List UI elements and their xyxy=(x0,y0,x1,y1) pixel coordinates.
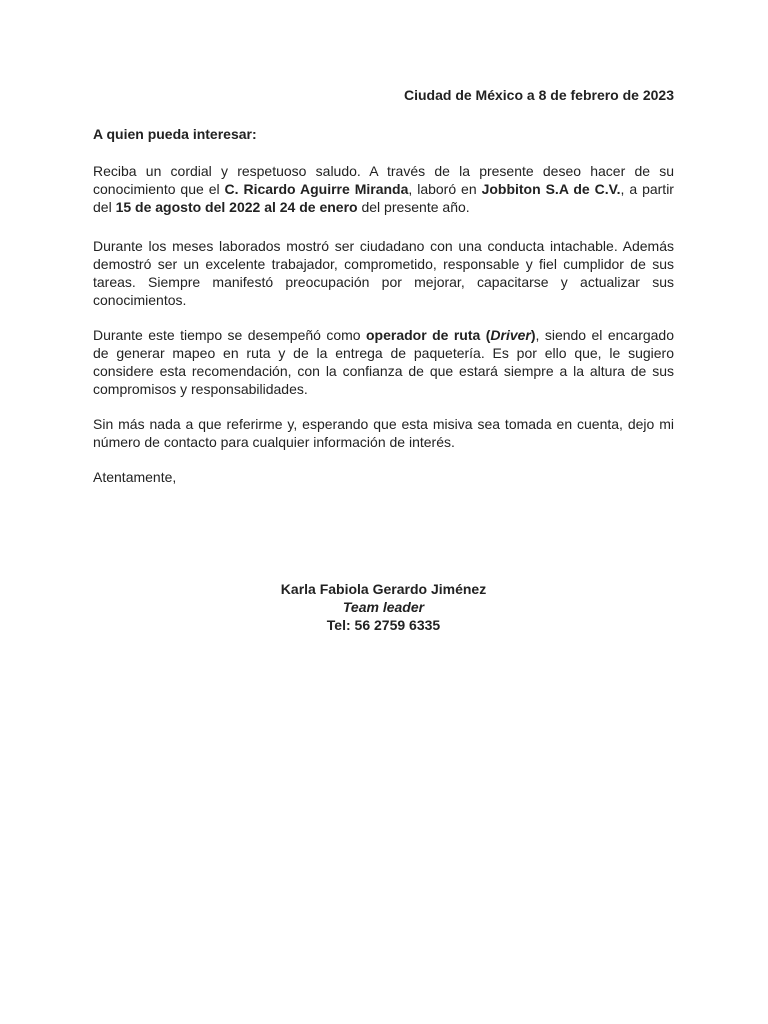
paragraph-intro xyxy=(93,162,674,216)
paragraph-conduct: Durante los meses laborados mostró ser ciudadano con una conducta intachable. Además demostró ser un excelente trabajador, comprometido, responsable y fiel cumplidor de sus tareas. Siempre manifestó preocupación por mejorar, capacitarse y actualizar sus conocimientos. xyxy=(93,238,674,308)
employee-name: C. Ricardo Aguirre Miranda xyxy=(224,181,409,197)
closing-word: Atentamente, xyxy=(93,469,177,485)
role-text-2: , siendo el encargado de generar mapeo en ruta y de la entrega de paquetería. Es por ello que, le sugiero considere esta recomendación, con la confianza de que estará siempre a la altura de sus compromisos y responsabilidades. xyxy=(93,327,674,397)
signer-phone: Tel: 56 2759 6335 xyxy=(326,617,441,633)
role-text-1: Durante este tiempo se desempeñó como xyxy=(93,327,366,343)
intro-text-2: , laboró en xyxy=(408,181,482,197)
signer-title: Team leader xyxy=(342,599,425,615)
intro-text-1: Reciba un cordial y respetuoso saludo. A través de la presente deseo hacer de su conocimiento que el xyxy=(93,163,674,197)
role-title-close: ) xyxy=(530,327,536,343)
role-title-italic: Driver xyxy=(490,327,531,343)
role-title xyxy=(366,327,536,343)
salutation: A quien pueda interesar: xyxy=(93,126,257,142)
role-title-text: operador de ruta ( xyxy=(366,327,491,343)
paragraph-role xyxy=(93,326,674,398)
intro-text-3: , a partir del xyxy=(93,181,674,215)
paragraph-closing: Sin más nada a que referirme y, esperando que esta misiva sea tomada en cuenta, dejo mi número de contacto para cualquier información de interés. xyxy=(93,416,674,450)
signature-block xyxy=(93,580,674,634)
intro-text-4: del presente año. xyxy=(357,199,470,215)
company-name: Jobbiton S.A de C.V. xyxy=(481,181,621,197)
signer-name: Karla Fabiola Gerardo Jiménez xyxy=(280,581,487,597)
employment-period: 15 de agosto del 2022 al 24 de enero xyxy=(115,199,358,215)
letter-date: Ciudad de México a 8 de febrero de 2023 xyxy=(404,87,674,103)
